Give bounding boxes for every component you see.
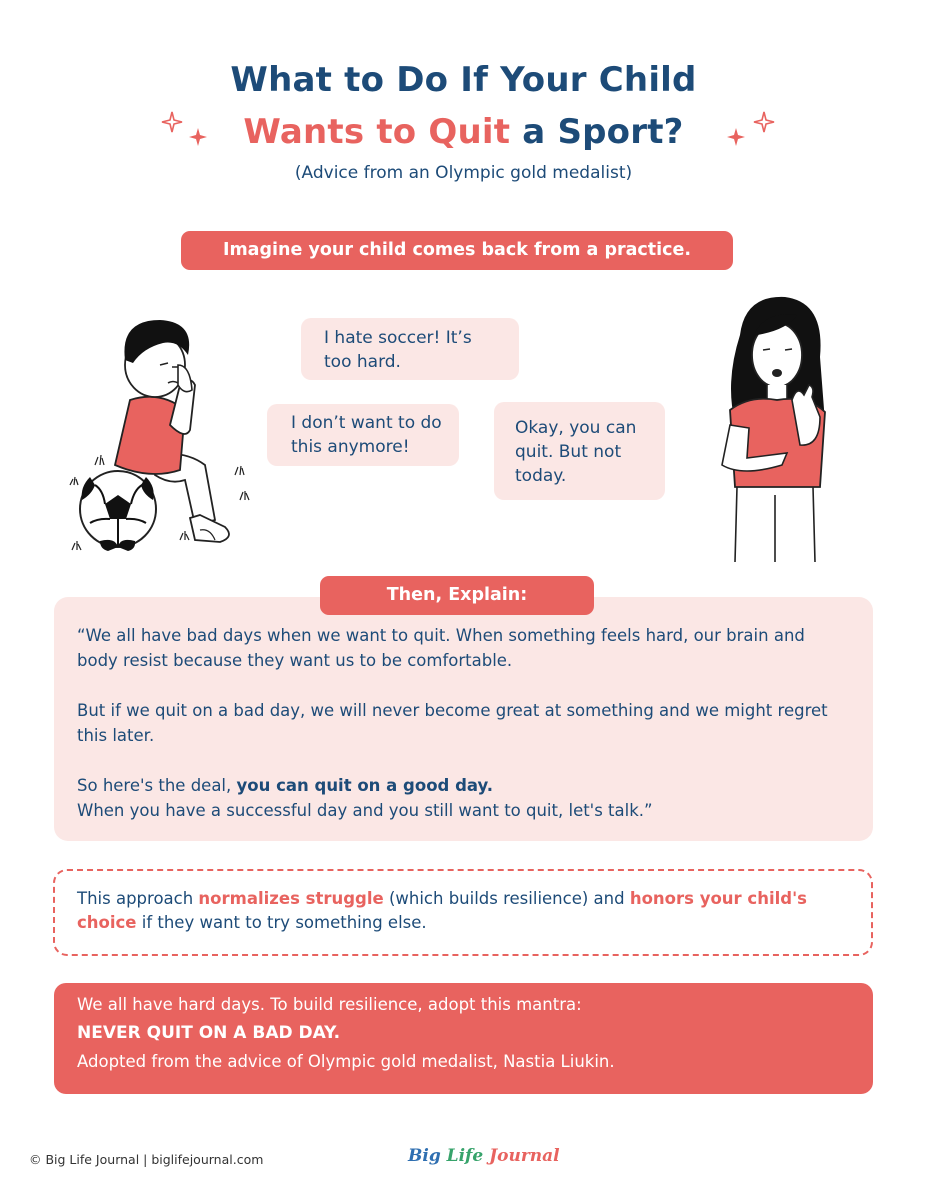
- approach-text-1: This approach: [77, 889, 199, 908]
- explain-paragraph-2: But if we quit on a bad day, we will never become great at something and we might regret this later.: [77, 701, 828, 745]
- child-bubble-2-text: I don’t want to do this anymore!: [291, 413, 442, 457]
- child-bubble-2: [267, 404, 459, 466]
- title-highlight: Wants to Quit: [243, 112, 511, 152]
- explain-panel: [54, 597, 873, 841]
- logo-journal: Journal: [489, 1146, 560, 1166]
- explain-label: Then, Explain:: [320, 576, 594, 615]
- mantra-box: [54, 983, 873, 1094]
- approach-text-3: if they want to try something else.: [136, 913, 427, 932]
- explain-paragraph-3: [77, 773, 849, 823]
- page-title-line1: What to Do If Your Child: [230, 60, 697, 100]
- scenario-label: Imagine your child comes back from a practice.: [181, 231, 733, 270]
- explain-paragraph-1: “We all have bad days when we want to quit. When something feels hard, our brain and body resist because they want us to be comfortable.: [77, 626, 805, 670]
- footer-copyright: © Big Life Journal | biglifejournal.com: [29, 1152, 264, 1167]
- sad-child-illustration: [60, 315, 280, 560]
- page-subtitle: (Advice from an Olympic gold medalist): [294, 163, 633, 183]
- parent-bubble-text: Okay, you can quit. But not today.: [515, 418, 637, 486]
- brand-logo: [408, 1146, 560, 1166]
- sparkle-icon-left: [158, 108, 213, 153]
- logo-big: Big: [408, 1146, 441, 1166]
- explain-p3-bold: you can quit on a good day.: [236, 776, 494, 795]
- approach-text-2: (which builds resilience) and: [383, 889, 630, 908]
- approach-highlight-1: normalizes struggle: [198, 889, 384, 908]
- child-bubble-1-text: I hate soccer! It’s too hard.: [324, 328, 472, 372]
- mantra-credit: Adopted from the advice of Olympic gold medalist, Nastia Liukin.: [77, 1052, 615, 1071]
- mantra-phrase: NEVER QUIT ON A BAD DAY.: [77, 1023, 341, 1043]
- parent-bubble: [494, 402, 665, 500]
- page-title-line2: [0, 112, 927, 152]
- sparkle-icon-right: [722, 108, 782, 153]
- logo-life: Life: [446, 1146, 484, 1166]
- title-rest: a Sport?: [510, 112, 684, 152]
- parent-illustration: [705, 295, 845, 565]
- approach-box: [53, 869, 873, 956]
- child-bubble-1: [301, 318, 519, 380]
- mantra-intro: We all have hard days. To build resilience, adopt this mantra:: [77, 995, 582, 1014]
- approach-highlight-2: honors your child's choice: [77, 889, 807, 932]
- explain-p3-end: When you have a successful day and you still want to quit, let's talk.”: [77, 801, 653, 820]
- explain-p3-start: So here's the deal,: [77, 776, 237, 795]
